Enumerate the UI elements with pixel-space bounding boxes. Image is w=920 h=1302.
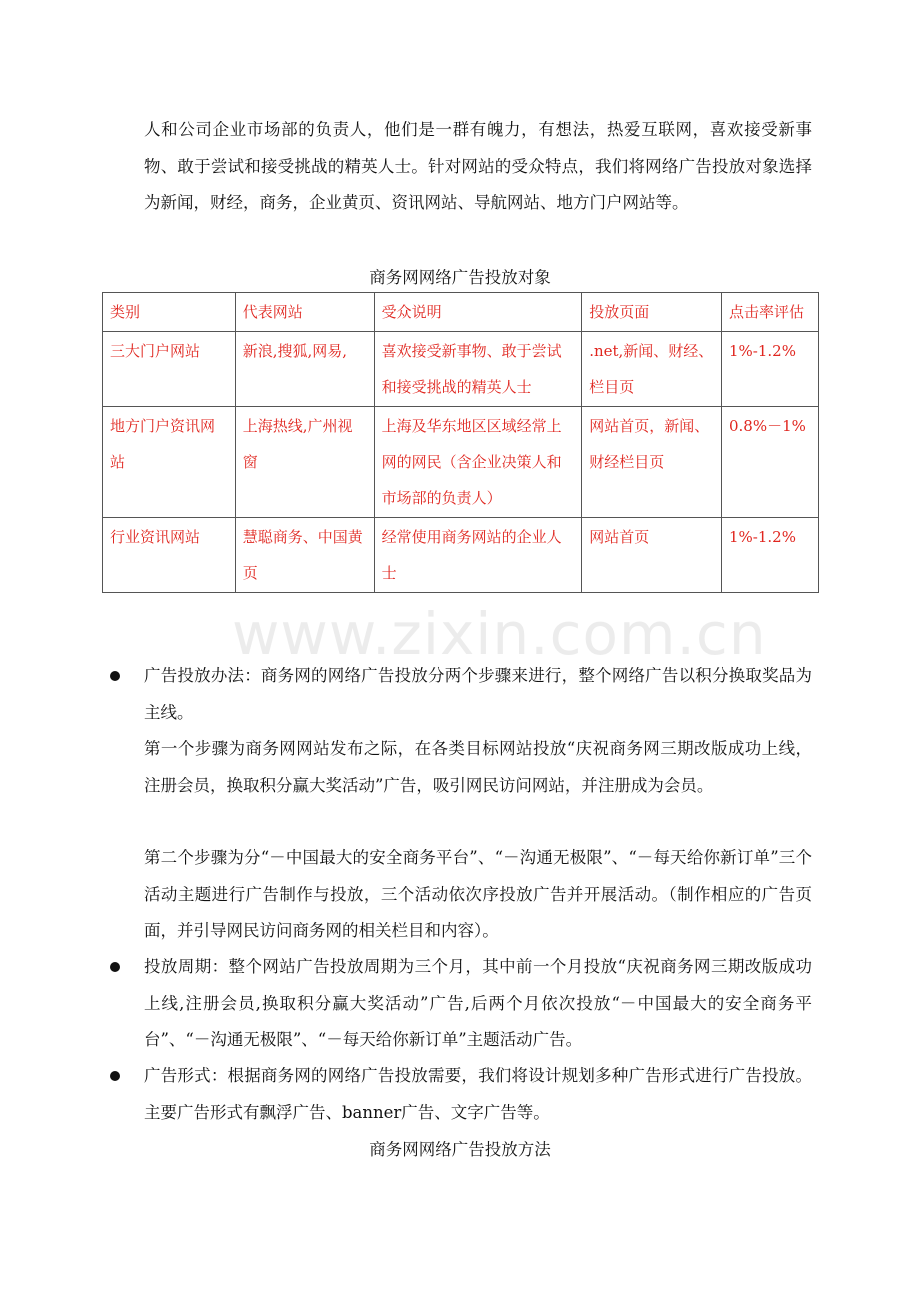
bullet-period: 投放周期：整个网站广告投放周期为三个月，其中前一个月投放“庆祝商务网三期改版成功上线,注册会员,换取积分赢大奖活动”广告,后两个月依次投放“－中国最大的安全商务平台”、“－沟通无极限”、“－每天给你新订单”主题活动广告。 xyxy=(144,957,812,1049)
header-ctr: 点击率评估 xyxy=(722,293,819,332)
table-cell: 1%-1.2% xyxy=(722,518,819,593)
table-cell: .net,新闻、财经、栏目页 xyxy=(582,332,722,407)
bullet-dot xyxy=(110,962,120,972)
table-header-row xyxy=(103,293,819,332)
intro-paragraph: 人和公司企业市场部的负责人，他们是一群有魄力，有想法，热爱互联网，喜欢接受新事物、敢于尝试和接受挑战的精英人士。针对网站的受众特点，我们将网络广告投放对象选择为新闻，财经，商务，企业黄页、资讯网站、导航网站、地方门户网站等。 xyxy=(144,120,812,212)
table-cell: 经常使用商务网站的企业人士 xyxy=(374,518,582,593)
table-cell: 上海及华东地区区域经常上网的网民（含企业决策人和市场部的负责人） xyxy=(374,407,582,518)
bottom-caption: 商务网网络广告投放方法 xyxy=(369,1140,551,1159)
table-cell: 网站首页，新闻、财经栏目页 xyxy=(582,407,722,518)
bullet-method: 广告投放办法：商务网的网络广告投放分两个步骤来进行，整个网络广告以积分换取奖品为主线。 xyxy=(144,666,812,722)
method-step-one: 第一个步骤为商务网网站发布之际，在各类目标网站投放“庆祝商务网三期改版成功上线，注册会员，换取积分赢大奖活动”广告，吸引网民访问网站，并注册成为会员。 xyxy=(144,739,812,795)
table-cell: 1%-1.2% xyxy=(722,332,819,407)
table-cell: 三大门户网站 xyxy=(103,332,236,407)
header-pages: 投放页面 xyxy=(582,293,722,332)
table-cell: 新浪,搜狐,网易, xyxy=(235,332,374,407)
table-cell: 喜欢接受新事物、敢于尝试和接受挑战的精英人士 xyxy=(374,332,582,407)
table-cell: 0.8%－1% xyxy=(722,407,819,518)
bullet-format: 广告形式：根据商务网的网络广告投放需要，我们将设计规划多种广告形式进行广告投放。主要广告形式有飘浮广告、banner广告、文字广告等。 xyxy=(144,1066,812,1122)
table-row xyxy=(103,332,819,407)
watermark: www.zixin.com.cn xyxy=(232,600,767,668)
table-cell: 地方门户资讯网站 xyxy=(103,407,236,518)
bullet-dot xyxy=(110,671,120,681)
header-sites: 代表网站 xyxy=(235,293,374,332)
table-cell: 慧聪商务、中国黄页 xyxy=(235,518,374,593)
method-step-two: 第二个步骤为分“－中国最大的安全商务平台”、“－沟通无极限”、“－每天给你新订单”三个活动主题进行广告制作与投放，三个活动依次序投放广告并开展活动。（制作相应的广告页面，并引导网民访问商务网的相关栏目和内容）。 xyxy=(144,848,812,940)
header-category: 类别 xyxy=(103,293,236,332)
header-audience: 受众说明 xyxy=(374,293,582,332)
table-row xyxy=(103,518,819,593)
table-cell: 上海热线,广州视窗 xyxy=(235,407,374,518)
table-row xyxy=(103,407,819,518)
table-caption: 商务网网络广告投放对象 xyxy=(369,268,551,287)
table-cell: 行业资讯网站 xyxy=(103,518,236,593)
bullet-dot xyxy=(110,1071,120,1081)
ad-targets-table xyxy=(102,292,819,593)
table-cell: 网站首页 xyxy=(582,518,722,593)
